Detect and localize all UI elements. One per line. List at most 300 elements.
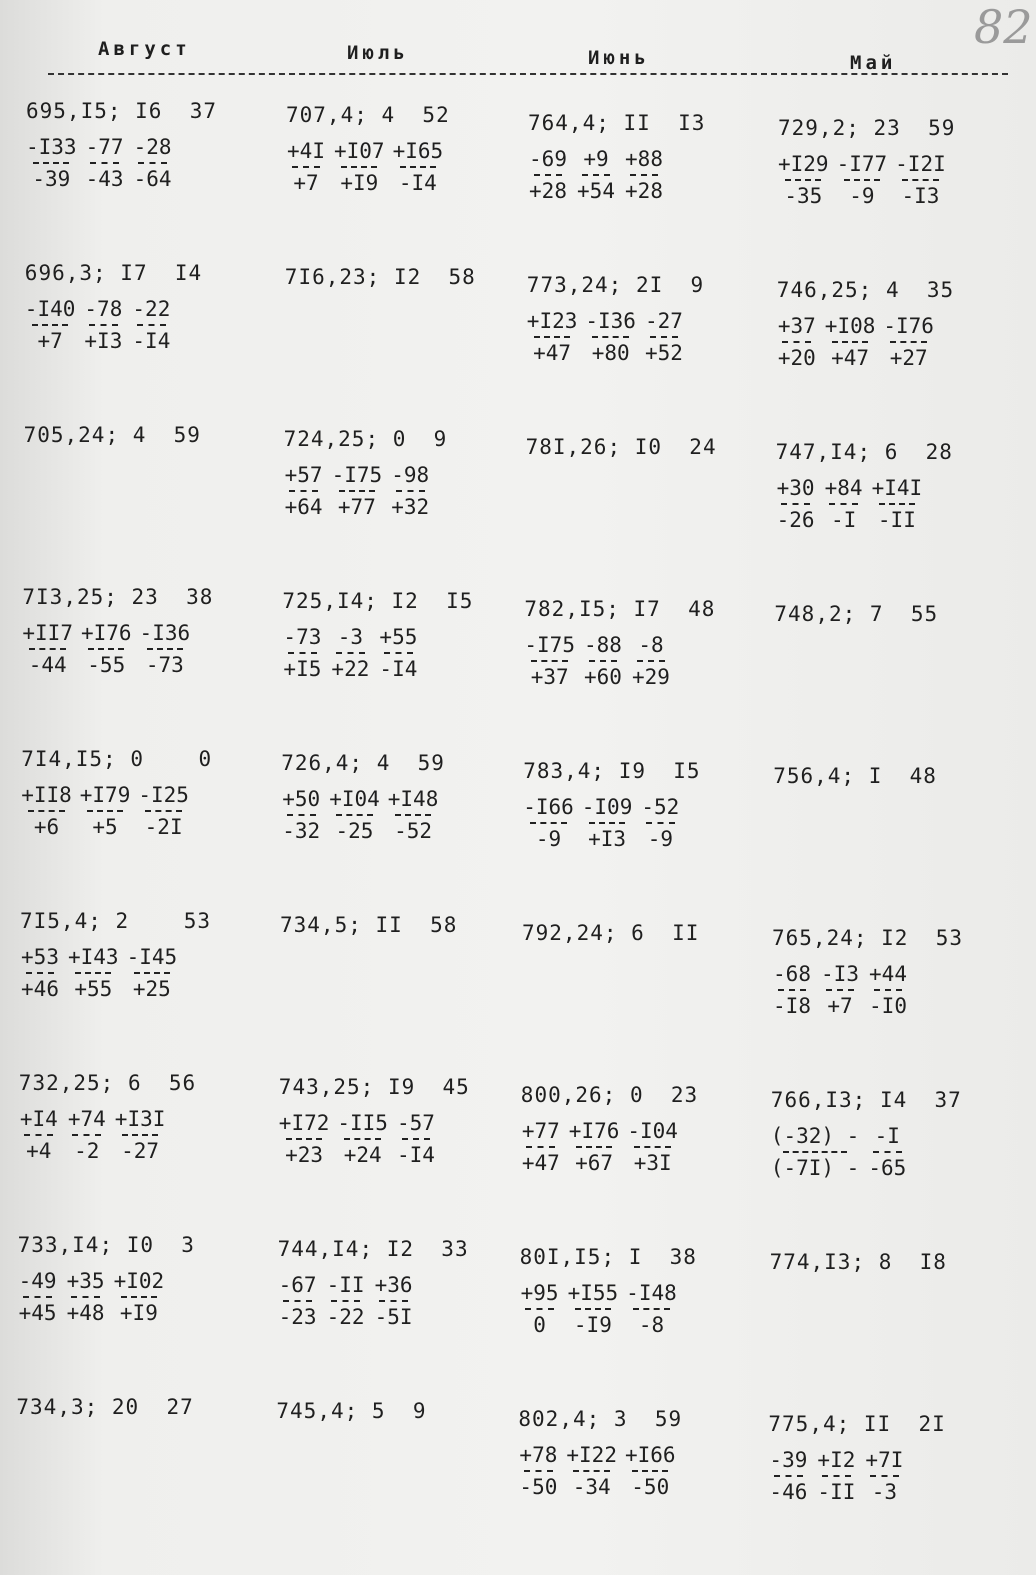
fraction	[332, 464, 383, 518]
numerator: -I3	[821, 962, 859, 986]
denominator: +28	[529, 179, 567, 203]
entry-block	[518, 1404, 758, 1498]
fraction-bar	[573, 1470, 609, 1472]
fraction	[566, 1444, 617, 1498]
denominator: +7	[37, 329, 63, 353]
numerator: -I75	[524, 633, 575, 657]
denominator: +64	[284, 495, 323, 519]
entry-block	[281, 748, 521, 842]
entry-block	[777, 275, 1017, 369]
numerator: +53	[21, 945, 59, 969]
value-group	[521, 1120, 761, 1174]
fraction-bar	[782, 341, 811, 343]
entry-title: 766,I3; I4 37	[770, 1088, 962, 1112]
fraction	[825, 315, 876, 369]
fraction-bar	[526, 1146, 555, 1148]
fraction-bar	[72, 1134, 101, 1136]
numerator: +I79	[79, 783, 131, 807]
fraction	[20, 946, 60, 1000]
value-group	[21, 784, 261, 838]
entry-title: 729,2; 23 59	[778, 116, 956, 140]
denominator: -II	[877, 508, 916, 532]
fraction-bar	[331, 1300, 360, 1302]
value-group	[18, 1270, 258, 1324]
fraction	[115, 1108, 166, 1162]
entry-title: 732,25; 6 56	[18, 1071, 197, 1095]
numerator: +9	[583, 147, 609, 171]
month-header-july: Июль	[347, 42, 409, 64]
month-header-august: Август	[98, 38, 191, 60]
fraction	[281, 788, 321, 842]
numerator: -I09	[581, 795, 633, 819]
denominator: -8	[638, 1313, 665, 1337]
fraction-bar	[287, 814, 316, 816]
value-group	[776, 477, 1016, 531]
numerator: -68	[773, 962, 811, 986]
numerator: +I48	[387, 787, 439, 811]
denominator: +4	[26, 1139, 52, 1163]
fraction-bar	[534, 174, 563, 176]
fraction-bar	[785, 179, 821, 181]
value-group	[523, 796, 763, 850]
denominator: -I0	[869, 994, 907, 1018]
denominator: +3I	[633, 1151, 672, 1175]
numerator: +37	[777, 314, 816, 338]
fraction-bar	[890, 341, 926, 343]
numerator: +I29	[778, 152, 829, 176]
fraction	[21, 784, 72, 838]
fraction	[337, 1112, 388, 1166]
numerator: -I45	[126, 945, 178, 969]
entry-block	[520, 1242, 760, 1336]
numerator: +I07	[334, 139, 385, 163]
fraction-bar	[23, 1296, 52, 1298]
fraction	[80, 784, 131, 838]
fraction	[67, 1108, 107, 1162]
fraction	[523, 796, 574, 850]
entry-block	[22, 582, 262, 676]
denominator: -9	[647, 827, 673, 851]
numerator: +95	[520, 1281, 559, 1305]
fraction	[390, 464, 430, 518]
numerator: +I65	[392, 139, 444, 163]
entry-block	[279, 1072, 519, 1166]
value-group	[282, 626, 522, 680]
fraction-bar	[630, 174, 659, 176]
denominator: -64	[133, 167, 172, 191]
numerator: +88	[625, 147, 663, 171]
fraction	[19, 1108, 59, 1162]
denominator: +I9	[119, 1301, 158, 1325]
denominator: -2I	[144, 815, 183, 839]
value-group	[778, 153, 1018, 207]
fraction	[824, 477, 864, 531]
denominator: -I9	[573, 1313, 612, 1337]
fraction	[133, 136, 173, 190]
fraction-bar	[89, 324, 118, 326]
value-group	[284, 464, 524, 518]
entry-title: 775,4; II 2I	[768, 1412, 946, 1436]
fraction-bar	[289, 490, 318, 492]
fraction-bar	[400, 166, 436, 168]
value-group	[281, 788, 521, 842]
denominator: +37	[530, 665, 569, 689]
fraction-bar	[336, 814, 372, 816]
denominator: +45	[18, 1301, 57, 1325]
numerator: +I72	[278, 1111, 330, 1135]
fraction-bar	[902, 179, 938, 181]
denominator: -44	[28, 653, 67, 677]
numerator: -22	[132, 297, 171, 321]
entry-block	[773, 761, 1013, 791]
numerator: (-32) -	[770, 1124, 860, 1148]
fraction-bar	[576, 1146, 612, 1148]
denominator: -25	[335, 819, 374, 843]
numerator: -I36	[585, 309, 636, 333]
fraction	[626, 1282, 677, 1336]
fraction-bar	[379, 1300, 408, 1302]
numerator: -I76	[883, 314, 934, 338]
entry-block	[26, 96, 266, 190]
fraction	[624, 148, 664, 202]
entry-title: 734,3; 20 27	[16, 1395, 194, 1419]
fraction-bar	[832, 341, 868, 343]
value-group	[518, 1444, 758, 1498]
entry-title: 774,I3; 8 I8	[769, 1250, 947, 1274]
numerator: +50	[282, 787, 321, 811]
entry-block	[524, 594, 764, 688]
fraction-bar	[26, 972, 55, 974]
numerator: +I08	[824, 314, 876, 338]
fraction-bar	[32, 324, 68, 326]
numerator: +I02	[113, 1269, 165, 1293]
numerator: -I	[874, 1124, 900, 1148]
denominator: +77	[337, 495, 376, 519]
denominator: -46	[769, 1480, 808, 1504]
fraction	[279, 1112, 330, 1166]
denominator: -43	[85, 167, 124, 191]
fraction-bar	[137, 324, 166, 326]
fraction	[777, 315, 817, 369]
denominator: -I4	[396, 1143, 435, 1167]
entry-title: 78I,26; I0 24	[525, 435, 717, 459]
numerator: +I23	[526, 309, 578, 333]
numerator: -88	[584, 633, 622, 657]
denominator: -32	[282, 819, 321, 843]
fraction-bar	[292, 166, 321, 168]
entry-title: 725,I4; I2 I5	[282, 589, 474, 613]
denominator: -II	[817, 1480, 856, 1504]
fraction-bar	[646, 822, 675, 824]
fraction	[895, 153, 946, 207]
fraction-bar	[121, 1296, 157, 1298]
entry-title: 80I,I5; I 38	[519, 1245, 697, 1269]
fraction-bar	[336, 652, 365, 654]
entry-title: 744,I4; I2 33	[277, 1237, 469, 1261]
value-group	[19, 1108, 259, 1162]
fraction	[378, 626, 418, 680]
numerator: -I2I	[895, 152, 946, 176]
fraction-bar	[286, 1138, 322, 1140]
entry-title: 707,4; 4 52	[286, 103, 450, 127]
denominator: +6	[33, 815, 60, 839]
fraction-bar	[28, 810, 64, 812]
fraction	[521, 1120, 561, 1174]
fraction	[816, 1449, 856, 1503]
entry-title: 726,4; 4 59	[281, 751, 445, 775]
fraction-bar	[396, 490, 425, 492]
numerator: +74	[67, 1107, 106, 1131]
fraction	[524, 634, 575, 688]
fraction-bar	[288, 652, 317, 654]
entry-title: 733,I4; I0 3	[17, 1233, 195, 1257]
fraction-bar	[402, 1138, 431, 1140]
fraction	[282, 626, 322, 680]
denominator: -35	[784, 184, 823, 208]
numerator: +I76	[568, 1119, 620, 1143]
denominator: +29	[632, 665, 670, 689]
fraction	[393, 140, 444, 194]
numerator: +I4I	[871, 476, 923, 500]
fraction	[772, 963, 812, 1017]
entry-block	[25, 258, 265, 352]
fraction-bar	[134, 972, 170, 974]
denominator: +60	[584, 665, 622, 689]
numerator: +77	[521, 1119, 560, 1143]
entry-block	[528, 108, 768, 202]
denominator: +55	[74, 977, 113, 1001]
entry-block	[778, 113, 1018, 207]
fraction	[568, 1282, 619, 1336]
entry-title: 746,25; 4 35	[776, 278, 955, 302]
denominator: +I9	[340, 171, 379, 195]
denominator: +I3	[84, 329, 123, 353]
denominator: +28	[625, 179, 663, 203]
fraction	[867, 1125, 907, 1179]
denominator: +22	[331, 657, 370, 681]
fraction-bar	[88, 648, 124, 650]
numerator: +36	[374, 1273, 413, 1297]
entry-title: 773,24; 2I 9	[526, 273, 705, 297]
entry-title: 748,2; 7 55	[774, 602, 939, 626]
value-group	[279, 1112, 519, 1166]
fraction	[81, 622, 132, 676]
denominator: +32	[391, 495, 430, 519]
fraction	[837, 153, 888, 207]
denominator: -I4	[398, 171, 437, 195]
fraction	[25, 298, 76, 352]
numerator: +I66	[624, 1443, 676, 1467]
fraction-bar	[75, 972, 111, 974]
entry-title: 764,4; II I3	[528, 111, 706, 135]
numerator: +84	[824, 476, 863, 500]
numerator: +4I	[287, 139, 325, 163]
entry-title: 783,4; I9 I5	[523, 759, 701, 783]
fraction	[374, 1274, 414, 1328]
value-group	[22, 622, 262, 676]
entry-block	[770, 1247, 1010, 1277]
entry-title: 743,25; I9 45	[278, 1075, 470, 1099]
denominator: +5	[92, 815, 118, 839]
entry-title: 802,4; 3 59	[518, 1407, 683, 1431]
fraction	[22, 622, 73, 676]
denominator: -I3	[901, 184, 940, 208]
entry-title: 792,24; 6 II	[522, 921, 700, 945]
fraction	[334, 140, 385, 194]
fraction	[396, 1112, 436, 1166]
fraction-bar	[534, 336, 570, 338]
numerator: -77	[85, 135, 124, 159]
fraction	[627, 1120, 678, 1174]
denominator: (-7I) -	[770, 1156, 860, 1180]
entry-block	[18, 1230, 258, 1324]
denominator: 0	[533, 1313, 546, 1337]
fraction-bar	[384, 652, 413, 654]
fraction	[644, 310, 684, 364]
fraction	[140, 622, 191, 676]
entry-block	[278, 1234, 518, 1328]
value-group	[772, 963, 1012, 1017]
fraction-bar	[637, 660, 666, 662]
denominator: +48	[66, 1301, 105, 1325]
fraction	[528, 148, 568, 202]
fraction-bar	[33, 162, 69, 164]
entry-block	[527, 270, 767, 364]
entry-block	[521, 1080, 761, 1174]
numerator: -98	[391, 463, 430, 487]
denominator: +52	[644, 341, 683, 365]
denominator: -I4	[132, 329, 171, 353]
fraction	[330, 626, 370, 680]
denominator: -34	[572, 1475, 611, 1499]
fraction	[326, 1274, 366, 1328]
fraction	[583, 634, 623, 688]
fraction	[771, 1125, 860, 1179]
entry-title: 7I3,25; 23 38	[22, 585, 214, 609]
fraction-bar	[530, 822, 566, 824]
numerator: -49	[18, 1269, 57, 1293]
denominator: -23	[278, 1305, 317, 1329]
fraction	[576, 148, 616, 202]
fraction-bar	[592, 336, 628, 338]
entry-title: 765,24; I2 53	[772, 926, 964, 950]
numerator: +57	[284, 463, 323, 487]
numerator: -78	[84, 297, 123, 321]
fraction-bar	[870, 1475, 899, 1477]
numerator: -27	[644, 309, 683, 333]
fraction	[26, 136, 77, 190]
fraction	[768, 1449, 808, 1503]
fraction-bar	[774, 1475, 803, 1477]
entry-block	[24, 420, 264, 450]
numerator: +I04	[329, 787, 380, 811]
entry-block	[771, 1085, 1011, 1179]
fraction-bar	[634, 1146, 670, 1148]
value-group	[777, 315, 1017, 369]
fraction	[114, 1270, 165, 1324]
denominator: +7	[827, 994, 853, 1018]
entry-block	[526, 432, 766, 462]
value-group	[527, 310, 767, 364]
fraction-bar	[145, 810, 181, 812]
fraction	[18, 1270, 58, 1324]
entry-block	[774, 599, 1014, 629]
fraction	[864, 1449, 904, 1503]
fraction	[329, 788, 380, 842]
entry-title: 705,24; 4 59	[23, 423, 201, 447]
denominator: -26	[776, 508, 815, 532]
fraction	[127, 946, 178, 1000]
fraction-bar	[633, 1308, 669, 1310]
fraction-bar	[344, 1138, 380, 1140]
fraction-bar	[844, 179, 880, 181]
entry-title: 745,4; 5 9	[276, 1399, 427, 1423]
entry-title: 756,4; I 48	[773, 764, 937, 788]
page-number: 82	[974, 0, 1033, 54]
value-group	[20, 946, 260, 1000]
entry-title: 800,26; 0 23	[520, 1083, 699, 1107]
denominator: -I8	[773, 994, 811, 1018]
entry-block	[284, 424, 524, 518]
denominator: +25	[132, 977, 171, 1001]
entry-block	[20, 906, 260, 1000]
value-group	[768, 1449, 1008, 1503]
denominator: -73	[145, 653, 184, 677]
numerator: -28	[133, 135, 172, 159]
denominator: +80	[591, 341, 630, 365]
value-group	[286, 140, 526, 194]
fraction-bar	[531, 660, 567, 662]
fraction	[872, 477, 923, 531]
entry-title: 782,I5; I7 48	[524, 597, 716, 621]
fraction	[83, 298, 123, 352]
numerator: -52	[641, 795, 680, 819]
numerator: -I04	[627, 1119, 678, 1143]
denominator: -3	[871, 1480, 898, 1504]
fraction-bar	[395, 814, 431, 816]
value-group	[771, 1125, 1011, 1179]
numerator: -II	[326, 1273, 365, 1297]
fraction	[286, 140, 326, 194]
fraction	[131, 298, 171, 352]
numerator: +55	[379, 625, 418, 649]
header-divider	[48, 73, 1008, 75]
denominator: -9	[849, 184, 875, 208]
numerator: -I66	[523, 795, 574, 819]
fraction-bar	[873, 1151, 902, 1153]
entry-block	[276, 1396, 516, 1426]
denominator: +24	[343, 1143, 382, 1167]
numerator: +78	[519, 1443, 558, 1467]
fraction	[625, 1444, 676, 1498]
denominator: +27	[889, 346, 928, 370]
denominator: +I5	[283, 657, 322, 681]
fraction-bar	[339, 490, 375, 492]
fraction-bar	[778, 989, 807, 991]
numerator: -67	[278, 1273, 317, 1297]
fraction-bar	[781, 503, 810, 505]
month-header-june: Июнь	[588, 47, 650, 69]
fraction	[68, 946, 119, 1000]
denominator: -65	[868, 1156, 907, 1180]
fraction-bar	[589, 822, 625, 824]
fraction-bar	[90, 162, 119, 164]
entry-block	[286, 100, 526, 194]
numerator: -39	[769, 1448, 808, 1472]
entry-title: 724,25; 0 9	[283, 427, 448, 451]
entry-title: 7I4,I5; 0 0	[21, 747, 213, 771]
entry-title: 7I6,23; I2 58	[284, 265, 476, 289]
